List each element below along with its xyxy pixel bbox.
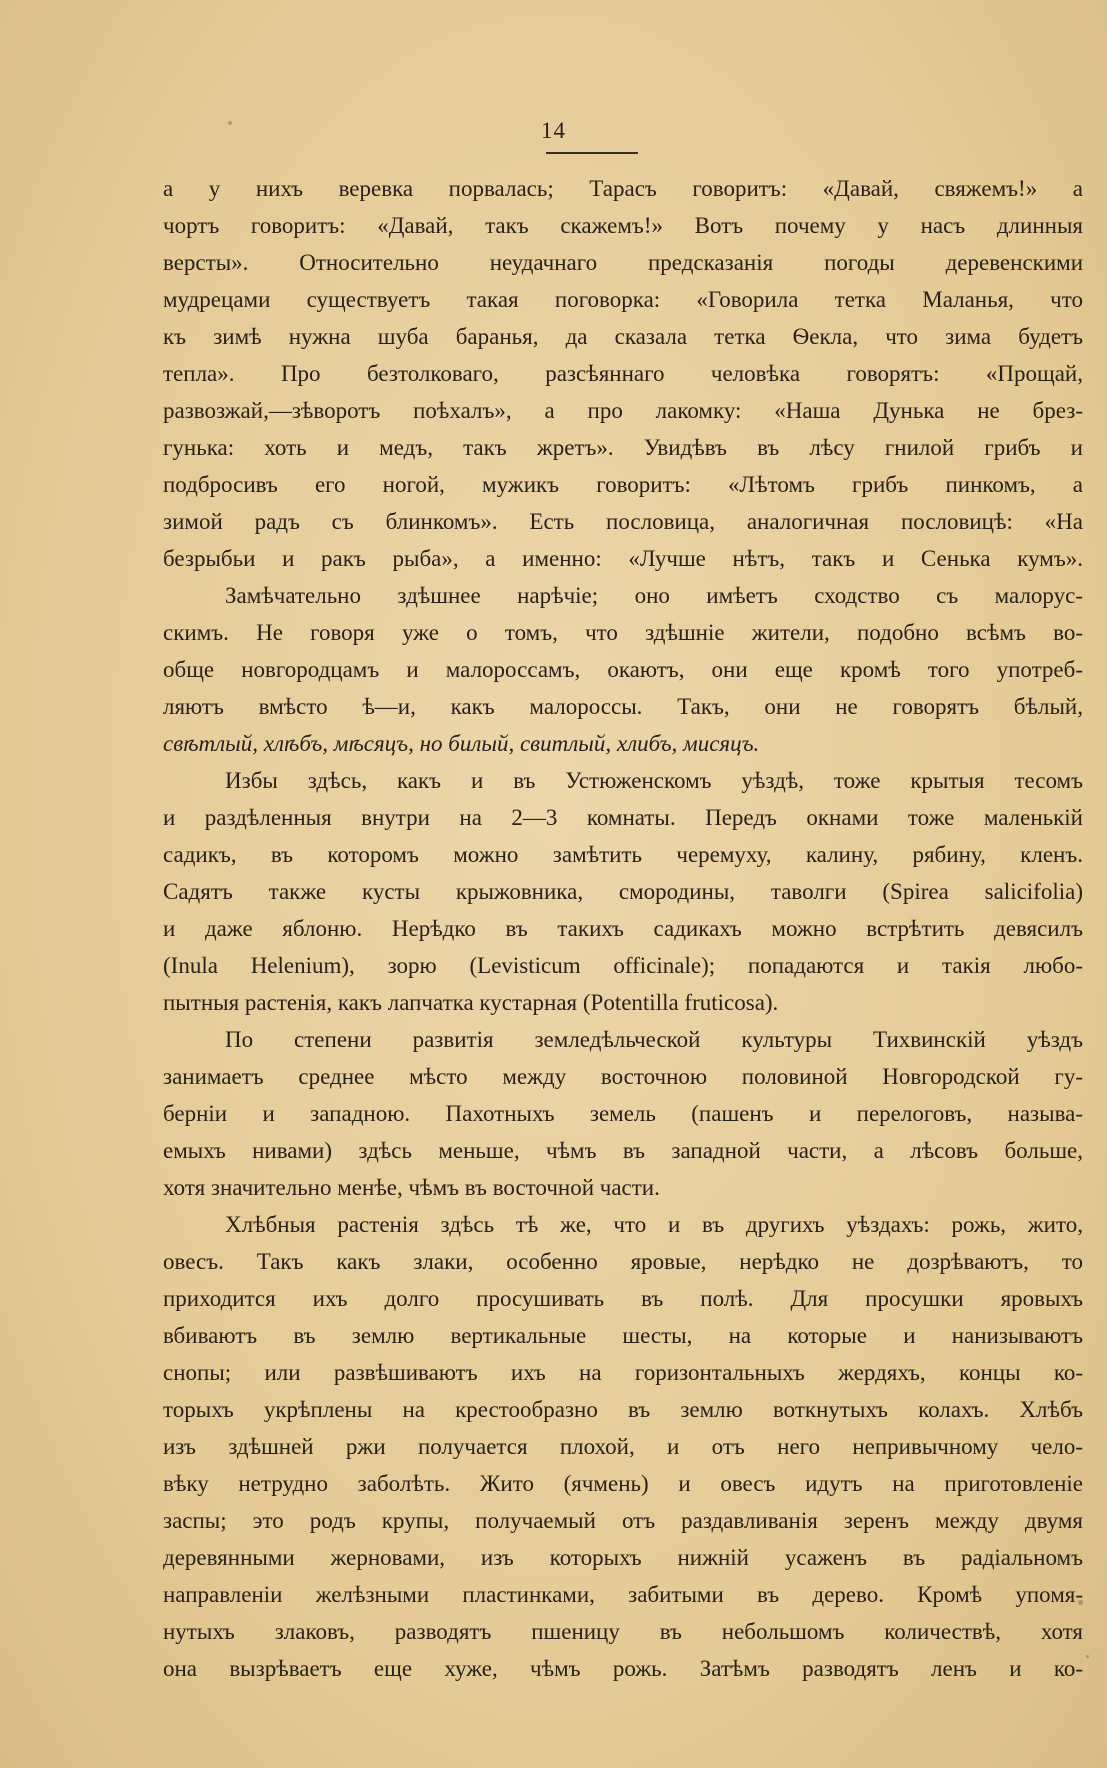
text-line: вбиваютъ въ землю вертикальные шесты, на которые и нанизываютъ: [163, 1323, 1083, 1348]
text-line: вѣку нетрудно заболѣть. Жито (ячмень) и овесъ идутъ на приготовленіе: [163, 1471, 1083, 1496]
text-line: торыхъ укрѣплены на крестообразно въ землю воткнутыхъ колахъ. Хлѣбъ: [163, 1397, 1083, 1422]
text-line: емыхъ нивами) здѣсь меньше, чѣмъ въ западной части, а лѣсовъ больше,: [163, 1138, 1083, 1163]
text-line: берніи и западною. Пахотныхъ земель (пашенъ и перелоговъ, называ-: [163, 1101, 1083, 1126]
text-line: заспы; это родъ крупы, получаемый отъ раздавливанія зеренъ между двумя: [163, 1508, 1083, 1533]
body-text: [163, 170, 1083, 1687]
text-line: а у нихъ веревка порвалась; Тарасъ говоритъ: «Давай, свяжемъ!» а: [163, 176, 1083, 201]
text-line: тепла». Про безтолковаго, разсѣяннаго человѣка говорятъ: «Прощай,: [163, 361, 1083, 386]
text-line: обще новгородцамъ и малороссамъ, окаютъ, они еще кромѣ того употреб-: [163, 657, 1083, 682]
text-line: свѣтлый, хлѣбъ, мѣсяцъ, но билый, свитлый, хлибъ, мисяцъ.: [163, 731, 760, 756]
text-line: хотя значительно менѣе, чѣмъ въ восточной части.: [163, 1175, 660, 1200]
text-line: скимъ. Не говоря уже о томъ, что здѣшніе жители, подобно всѣмъ во-: [163, 620, 1083, 645]
paper-spot: [228, 121, 232, 125]
paragraph-start-line: Избы здѣсь, какъ и въ Устюженскомъ уѣздѣ, тоже крытыя тесомъ: [225, 768, 1083, 793]
text-line: садикъ, въ которомъ можно замѣтить черемуху, калину, рябину, кленъ.: [163, 842, 1083, 867]
paragraph-start-line: Хлѣбныя растенія здѣсь тѣ же, что и въ другихъ уѣздахъ: рожь, жито,: [225, 1212, 1083, 1237]
paper-spot: [1078, 1600, 1083, 1605]
text-line: зимой радъ съ блинкомъ». Есть пословица, аналогичная пословицѣ: «На: [163, 509, 1083, 534]
text-line: направленіи желѣзными пластинками, забитыми въ дерево. Кромѣ упомя-: [163, 1582, 1083, 1607]
paper-spot: [1086, 1655, 1089, 1658]
text-line: мудрецами существуетъ такая поговорка: «Говорила тетка Маланья, что: [163, 287, 1083, 312]
text-line: чортъ говоритъ: «Давай, такъ скажемъ!» Вотъ почему у насъ длинныя: [163, 213, 1083, 238]
text-line: (Inula Helenium), зорю (Levisticum officinale); попадаются и такія любо-: [163, 953, 1083, 978]
text-line: нутыхъ злаковъ, разводятъ пшеницу въ небольшомъ количествѣ, хотя: [163, 1619, 1083, 1644]
text-line: овесъ. Такъ какъ злаки, особенно яровые, нерѣдко не дозрѣваютъ, то: [163, 1249, 1083, 1274]
text-line: снопы; или развѣшиваютъ ихъ на горизонтальныхъ жердяхъ, концы ко-: [163, 1360, 1083, 1385]
text-line: и даже яблоню. Нерѣдко въ такихъ садикахъ можно встрѣтить девясилъ: [163, 916, 1083, 941]
text-line: она вызрѣваетъ еще хуже, чѣмъ рожь. Затѣмъ разводятъ ленъ и ко-: [163, 1656, 1083, 1681]
text-line: и раздѣленныя внутри на 2—3 комнаты. Передъ окнами тоже маленькій: [163, 805, 1083, 830]
text-line: изъ здѣшней ржи получается плохой, и отъ него непривычному чело-: [163, 1434, 1083, 1459]
text-line: занимаетъ среднее мѣсто между восточною половиной Новгородской гу-: [163, 1064, 1083, 1089]
text-line: подбросивъ его ногой, мужикъ говоритъ: «Лѣтомъ грибъ пинкомъ, а: [163, 472, 1083, 497]
text-line: гунька: хоть и медъ, такъ жретъ». Увидѣвъ въ лѣсу гнилой грибъ и: [163, 435, 1083, 460]
paragraph-start-line: По степени развитія земледѣльческой культуры Тихвинскій уѣздъ: [225, 1027, 1083, 1052]
text-line: версты». Относительно неудачнаго предсказанія погоды деревенскими: [163, 250, 1083, 275]
text-line: Садятъ также кусты крыжовника, смородины, таволги (Spirea salicifolia): [163, 879, 1083, 904]
text-line: безрыбьи и ракъ рыба», а именно: «Лучше нѣтъ, такъ и Сенька кумъ».: [163, 546, 1083, 571]
paragraph-start-line: Замѣчательно здѣшнее нарѣчіе; оно имѣетъ сходство съ малорус-: [225, 583, 1083, 608]
text-line: приходится ихъ долго просушивать въ полѣ. Для просушки яровыхъ: [163, 1286, 1083, 1311]
header-rule: [546, 152, 638, 154]
text-line: ляютъ вмѣсто ѣ—и, какъ малороссы. Такъ, они не говорятъ бѣлый,: [163, 694, 1083, 719]
text-line: къ зимѣ нужна шуба баранья, да сказала тетка Ѳекла, что зима будетъ: [163, 324, 1083, 349]
text-line: пытныя растенія, какъ лапчатка кустарная (Potentilla fruticosa).: [163, 990, 779, 1015]
text-line: развозжай,—зѣворотъ поѣхалъ», а про лакомку: «Наша Дунька не брез-: [163, 398, 1083, 423]
page-number: 14: [541, 118, 566, 143]
text-line: деревянными жерновами, изъ которыхъ нижній усаженъ въ радіальномъ: [163, 1545, 1083, 1570]
